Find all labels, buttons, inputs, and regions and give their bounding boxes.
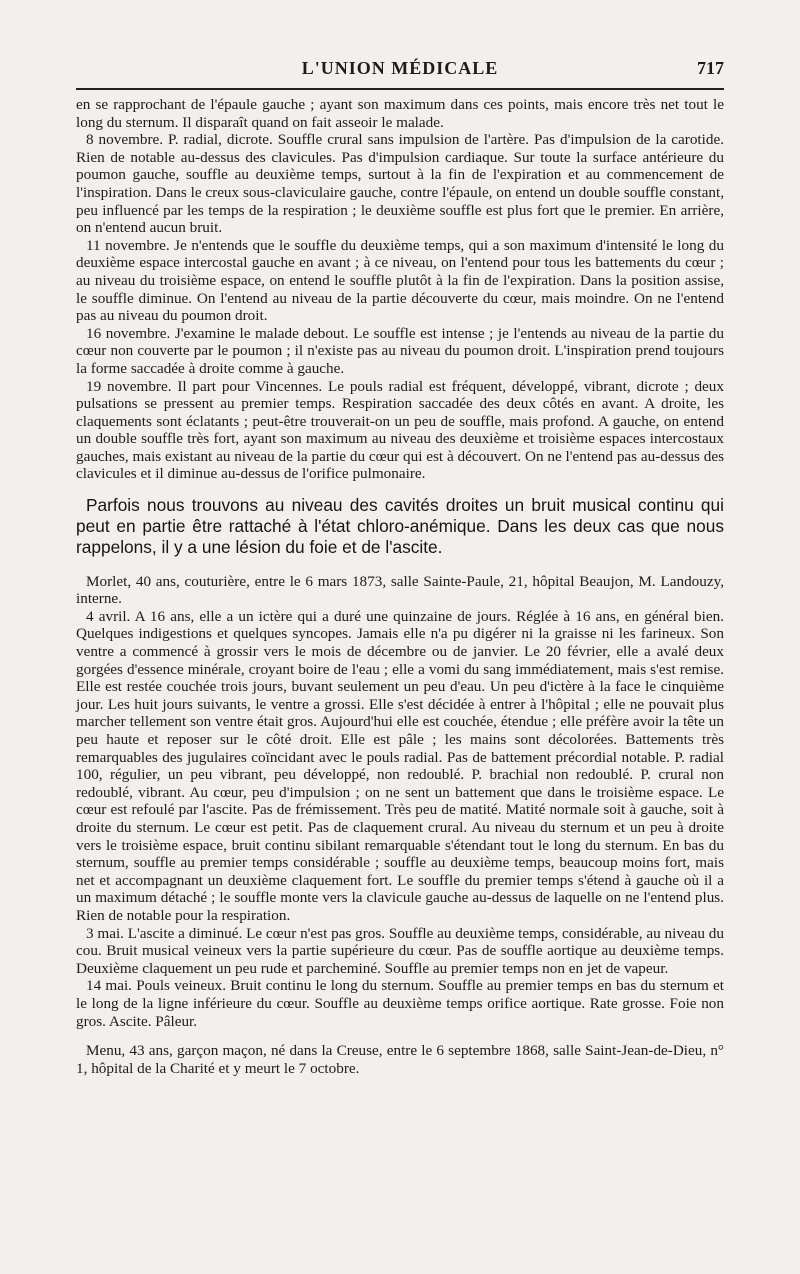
page-header	[76, 58, 724, 82]
paragraph-continuation: en se rapprochant de l'épaule gauche ; ayant son maximum dans ces points, mais encore très net tout le long du sternum. Il disparaît quand on fait asseoir le malade.	[76, 96, 724, 131]
case-3-mai: 3 mai. L'ascite a diminué. Le cœur n'est pas gros. Souffle au deuxième temps, considérable, au niveau du cou. Bruit musical veineux vers la partie supérieure du cœur. Pas de souffle aortique au deuxième temps. Deuxième claquement un peu rude et parcheminé. Souffle au premier temps non en jet de vapeur.	[76, 924, 724, 977]
body-text	[76, 96, 724, 1077]
case-4-avril: 4 avril. A 16 ans, elle a un ictère qui a duré une quinzaine de jours. Réglée à 16 ans, en général bien. Quelques indigestions et quelques syncopes. Jamais elle n'a pu digérer ni la graisse ni les farineux. Son ventre a commencé à grossir vers le mois de décembre ou de janvier. Le 20 février, elle a avalé deux gorgées d'essence minérale, croyant boire de l'eau ; elle a vomi du sang immédiatement, mais s'est remise. Elle est restée couchée trois jours, buvant seulement un peu d'eau. Un peu d'ictère à la face le cinquième jour. Les huit jours suivants, le ventre a grossi. Elle s'est décidée à entrer à l'hôpital ; elle ne pouvait plus marcher tellement son ventre était gros. Aujourd'hui elle est couchée, étendue ; elle préfère avoir la tête un peu haute et reposer sur le côté droit. Elle est pâle ; les mains sont décolorées. Battements très remarquables des jugulaires coïncidant avec le pouls radial. Pas de battement précordial notable. P. radial 100, régulier, un peu vibrant, peu développé, non redoublé. P. brachial non redoublé. P. crural non redoublé, vibrant. Au cœur, peu d'impulsion ; on ne sent un battement que dans le troisième espace. Le cœur est refoulé par l'ascite. Pas de frémissement. Très peu de matité. Matité normale soit à gauche, soit à droite du sternum. Le cœur est petit. Pas de claquement crural. Au niveau du sternum et un peu à droite vers le troisième espace, bruit continu sibilant remarquable s'étendant tout le long du sternum. En bas du sternum, souffle au premier temps considérable ; souffle au deuxième temps, beaucoup moins fort, mais net et accompagnant un deuxième claquement fort. Le souffle du premier temps s'étend à gauche où il a un maximum détaché ; le souffle monte vers la clavicule gauche au-dessus de laquelle on ne l'entend plus. Rien de notable pour la respiration.	[76, 607, 724, 924]
page-number: 717	[697, 58, 724, 78]
running-title: L'UNION MÉDICALE	[301, 58, 499, 78]
case-morlet-intro: Morlet, 40 ans, couturière, entre le 6 mars 1873, salle Sainte-Paule, 21, hôpital Beaujon, M. Landouzy, interne.	[76, 572, 724, 608]
paragraph-8-novembre: 8 novembre. P. radial, dicrote. Souffle crural sans impulsion de l'artère. Pas d'impulsion de la carotide. Rien de notable au-dessus des clavicules. Pas d'impulsion cardiaque. Sur toute la surface antérieure du poumon gauche, souffle au deuxième temps, surtout à la fin de l'expiration et au commencement de l'inspiration. Dans le creux sous-claviculaire gauche, contre l'épaule, on entend un double souffle constant, peu influencé par les temps de la respiration ; le deuxième souffle est plus fort que le premier. En arrière, on n'entend aucun bruit.	[76, 131, 724, 237]
paragraph-11-novembre: 11 novembre. Je n'entends que le souffle du deuxième temps, qui a son maximum d'intensité le long du deuxième espace intercostal gauche en avant ; à ce niveau, on l'entend pour tous les battements du cœur ; au niveau du troisième espace, on entend le souffle plutôt à la fin de l'expiration. Dans la position assise, le souffle diminue. On l'entend au niveau de la partie découverte du cœur, mais moindre. On ne l'entend pas au niveau du poumon droit.	[76, 236, 724, 325]
paragraph-16-novembre: 16 novembre. J'examine le malade debout. Le souffle est intense ; je l'entends au niveau de la partie du cœur non couverte par le poumon ; il n'existe pas au niveau du poumon droit. L'inspiration prend toujours la forme saccadée à droite comme à gauche.	[76, 324, 724, 377]
lead-paragraph: Parfois nous trouvons au niveau des cavités droites un bruit musical continu qui peut en partie être rattaché à l'état chloro-anémique. Dans les deux cas que nous rappelons, il y a une lésion du foie et de l'ascite.	[76, 495, 724, 558]
header-rule	[76, 88, 724, 90]
case-menu-intro: Menu, 43 ans, garçon maçon, né dans la Creuse, entre le 6 septembre 1868, salle Saint-Jean-de-Dieu, n° 1, hôpital de la Charité et y meurt le 7 octobre.	[76, 1042, 724, 1077]
paragraph-19-novembre: 19 novembre. Il part pour Vincennes. Le pouls radial est fréquent, développé, vibrant, dicrote ; deux pulsations se pressent au premier temps. Respiration saccadée des deux côtés en avant. A droite, les claquements sont éclatants ; peut-être trouverait-on un peu de souffle, mais profond. A gauche, on entend un double souffle très fort, ayant son maximum au niveau des deuxième et troisième espaces intercostaux gauches, mais existant au niveau de la partie du cœur qui est à découvert. On ne l'entend pas au-dessus des clavicules et il diminue au-dessus de l'orifice pulmonaire.	[76, 377, 724, 483]
case-14-mai: 14 mai. Pouls veineux. Bruit continu le long du sternum. Souffle au premier temps en bas du sternum et le long de la ligne inférieure du cœur. Souffle au deuxième temps orifice aortique. Rate grosse. Foie non gros. Ascite. Pâleur.	[76, 977, 724, 1030]
